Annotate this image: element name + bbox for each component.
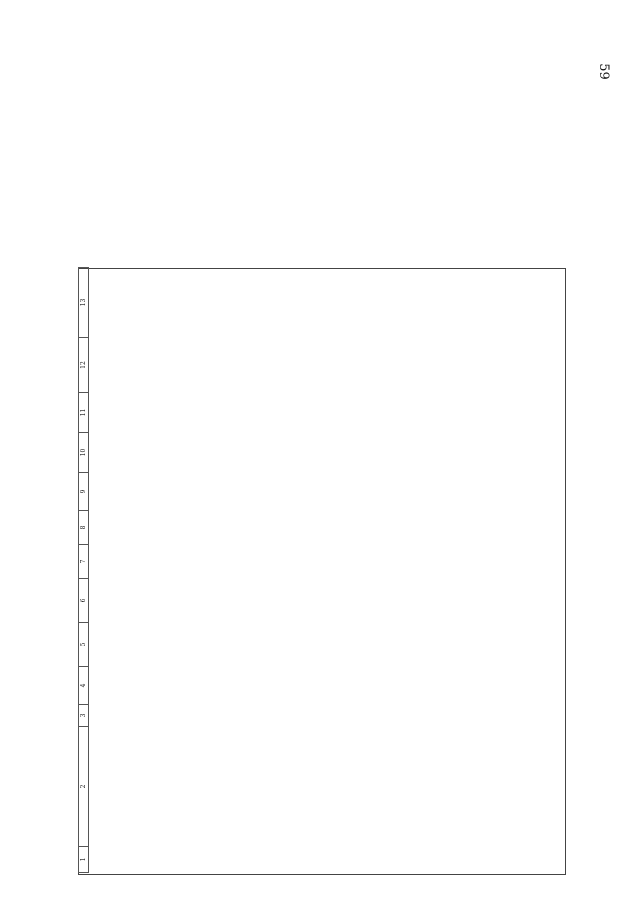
column-header: 1 — [79, 847, 89, 873]
rotated-table — [78, 268, 564, 873]
column-header: 5 — [79, 623, 89, 667]
column-header: 7 — [79, 545, 89, 579]
column-header: 4 — [79, 667, 89, 705]
column-header: 6 — [79, 579, 89, 623]
column-header: 12 — [79, 338, 89, 393]
page-number: 59 — [596, 63, 612, 80]
column-header: 3 — [79, 705, 89, 727]
header-row — [79, 268, 89, 873]
column-header: 13 — [79, 268, 89, 338]
column-header: 9 — [79, 473, 89, 511]
column-header: 11 — [79, 393, 89, 433]
column-header: 8 — [79, 511, 89, 545]
column-header: 2 — [79, 727, 89, 847]
column-header: 10 — [79, 433, 89, 473]
registry-table — [78, 267, 89, 873]
